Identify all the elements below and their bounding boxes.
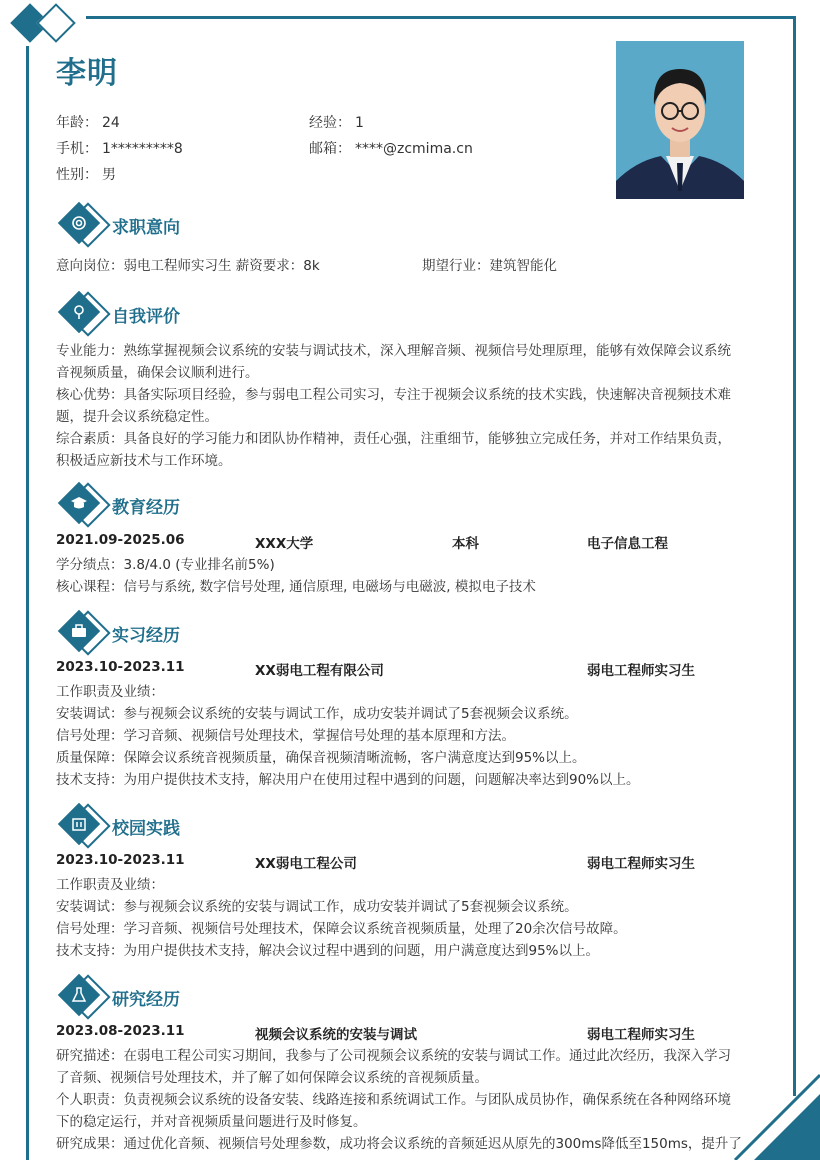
building-icon [58,803,110,849]
section-edu-title: 教育经历 [112,497,180,518]
experience-value: 1 [355,115,364,131]
section-self-header [58,291,180,337]
profile-photo [616,41,744,199]
campus-line: 技术支持：为用户提供技术支持，解决会议过程中遇到的问题，用户满意度达到95%以上。 [56,943,600,959]
section-campus-title: 校园实践 [112,818,180,839]
frame-left-line [26,46,29,1160]
experience-label: 经验： [309,115,351,131]
graduation-cap-icon [58,482,110,528]
email-row [309,138,473,158]
gender-label: 性别： [56,167,98,183]
flower-icon [58,291,110,337]
section-intent-header [58,202,180,248]
section-research-header [58,974,180,1020]
candidate-name: 李明 [56,56,118,91]
edu-major: 电子信息工程 [587,536,668,552]
campus-org: XX弱电工程公司 [255,856,357,872]
intern-line: 技术支持：为用户提供技术支持，解决用户在使用过程中遇到的问题，问题解决率达到90%以上。 [56,772,640,788]
campus-period: 2023.10-2023.11 [56,852,185,868]
age-row [56,112,120,132]
campus-line: 安装调试：参与视频会议系统的安装与调试工作，成功安装并调试了5套视频会议系统。 [56,899,578,915]
intent-industry: 期望行业：建筑智能化 [422,258,557,274]
intern-org: XX弱电工程有限公司 [255,663,384,679]
research-topic: 视频会议系统的安装与调试 [255,1027,417,1043]
section-intern-header [58,610,180,656]
research-role: 弱电工程师实习生 [587,1027,695,1043]
research-line: 了音频、视频信号处理技术，并了解了如何保障会议系统的音视频质量。 [56,1070,488,1086]
intern-line: 工作职责及业绩： [56,684,164,700]
email-value: ****@zcmima.cn [355,141,473,157]
edu-degree: 本科 [452,536,479,552]
experience-row [309,112,364,132]
research-line: 研究成果：通过优化音频、视频信号处理参数，成功将会议系统的音频延迟从原先的300ms降低至150ms，提升了 [56,1136,742,1152]
self-line: 综合素质：具备良好的学习能力和团队协作精神，责任心强，注重细节，能够独立完成任务，并对工作结果负责， [56,431,731,447]
campus-line: 工作职责及业绩： [56,877,164,893]
gender-value: 男 [102,167,116,183]
self-line: 音视频质量，确保会议顺利进行。 [56,365,259,381]
phone-label: 手机： [56,141,98,157]
research-line: 个人职责：负责视频会议系统的设备安装、线路连接和系统调试工作。与团队成员协作，确保系统在各种网络环境 [56,1092,731,1108]
flask-icon [58,974,110,1020]
campus-role: 弱电工程师实习生 [587,856,695,872]
target-icon [58,202,110,248]
section-edu-header [58,482,180,528]
section-self-title: 自我评价 [112,306,180,327]
research-period: 2023.08-2023.11 [56,1023,185,1039]
section-intern-title: 实习经历 [112,625,180,646]
intent-position: 意向岗位：弱电工程师实习生 薪资要求：8k [56,258,320,274]
age-label: 年龄： [56,115,98,131]
self-line: 核心优势：具备实际项目经验，参与弱电工程公司实习，专注于视频会议系统的技术实践，快速解决音视频技术难 [56,387,731,403]
intern-role: 弱电工程师实习生 [587,663,695,679]
section-intent-title: 求职意向 [112,217,180,238]
edu-line: 核心课程：信号与系统, 数字信号处理, 通信原理, 电磁场与电磁波, 模拟电子技术 [56,579,536,595]
edu-school: XXX大学 [255,536,314,552]
age-value: 24 [102,115,120,131]
edu-line: 学分绩点：3.8/4.0 (专业排名前5%) [56,557,275,573]
section-research-title: 研究经历 [112,989,180,1010]
phone-value: 1*********8 [102,141,183,157]
research-line: 研究描述：在弱电工程公司实习期间，我参与了公司视频会议系统的安装与调试工作。通过此次经历，我深入学习 [56,1048,731,1064]
self-line: 专业能力：熟练掌握视频会议系统的安装与调试技术，深入理解音频、视频信号处理原理，能够有效保障会议系统 [56,343,731,359]
email-label: 邮箱： [309,141,351,157]
self-line: 积极适应新技术与工作环境。 [56,453,232,469]
intern-line: 质量保障：保障会议系统音视频质量，确保音视频清晰流畅，客户满意度达到95%以上。 [56,750,586,766]
section-campus-header [58,803,180,849]
gender-row [56,164,116,184]
self-line: 题，提升会议系统稳定性。 [56,409,218,425]
phone-row [56,138,183,158]
intern-line: 安装调试：参与视频会议系统的安装与调试工作，成功安装并调试了5套视频会议系统。 [56,706,578,722]
campus-line: 信号处理：学习音频、视频信号处理技术，保障会议系统音视频质量，处理了20余次信号故障。 [56,921,627,937]
intern-line: 信号处理：学习音频、视频信号处理技术，掌握信号处理的基本原理和方法。 [56,728,515,744]
corner-diamond-outline [36,3,76,43]
edu-period: 2021.09-2025.06 [56,532,185,548]
intern-period: 2023.10-2023.11 [56,659,185,675]
frame-top-line [86,16,796,19]
briefcase-icon [58,610,110,656]
research-line: 下的稳定运行，并对音视频质量问题进行及时修复。 [56,1114,367,1130]
frame-right-line [793,16,796,1096]
